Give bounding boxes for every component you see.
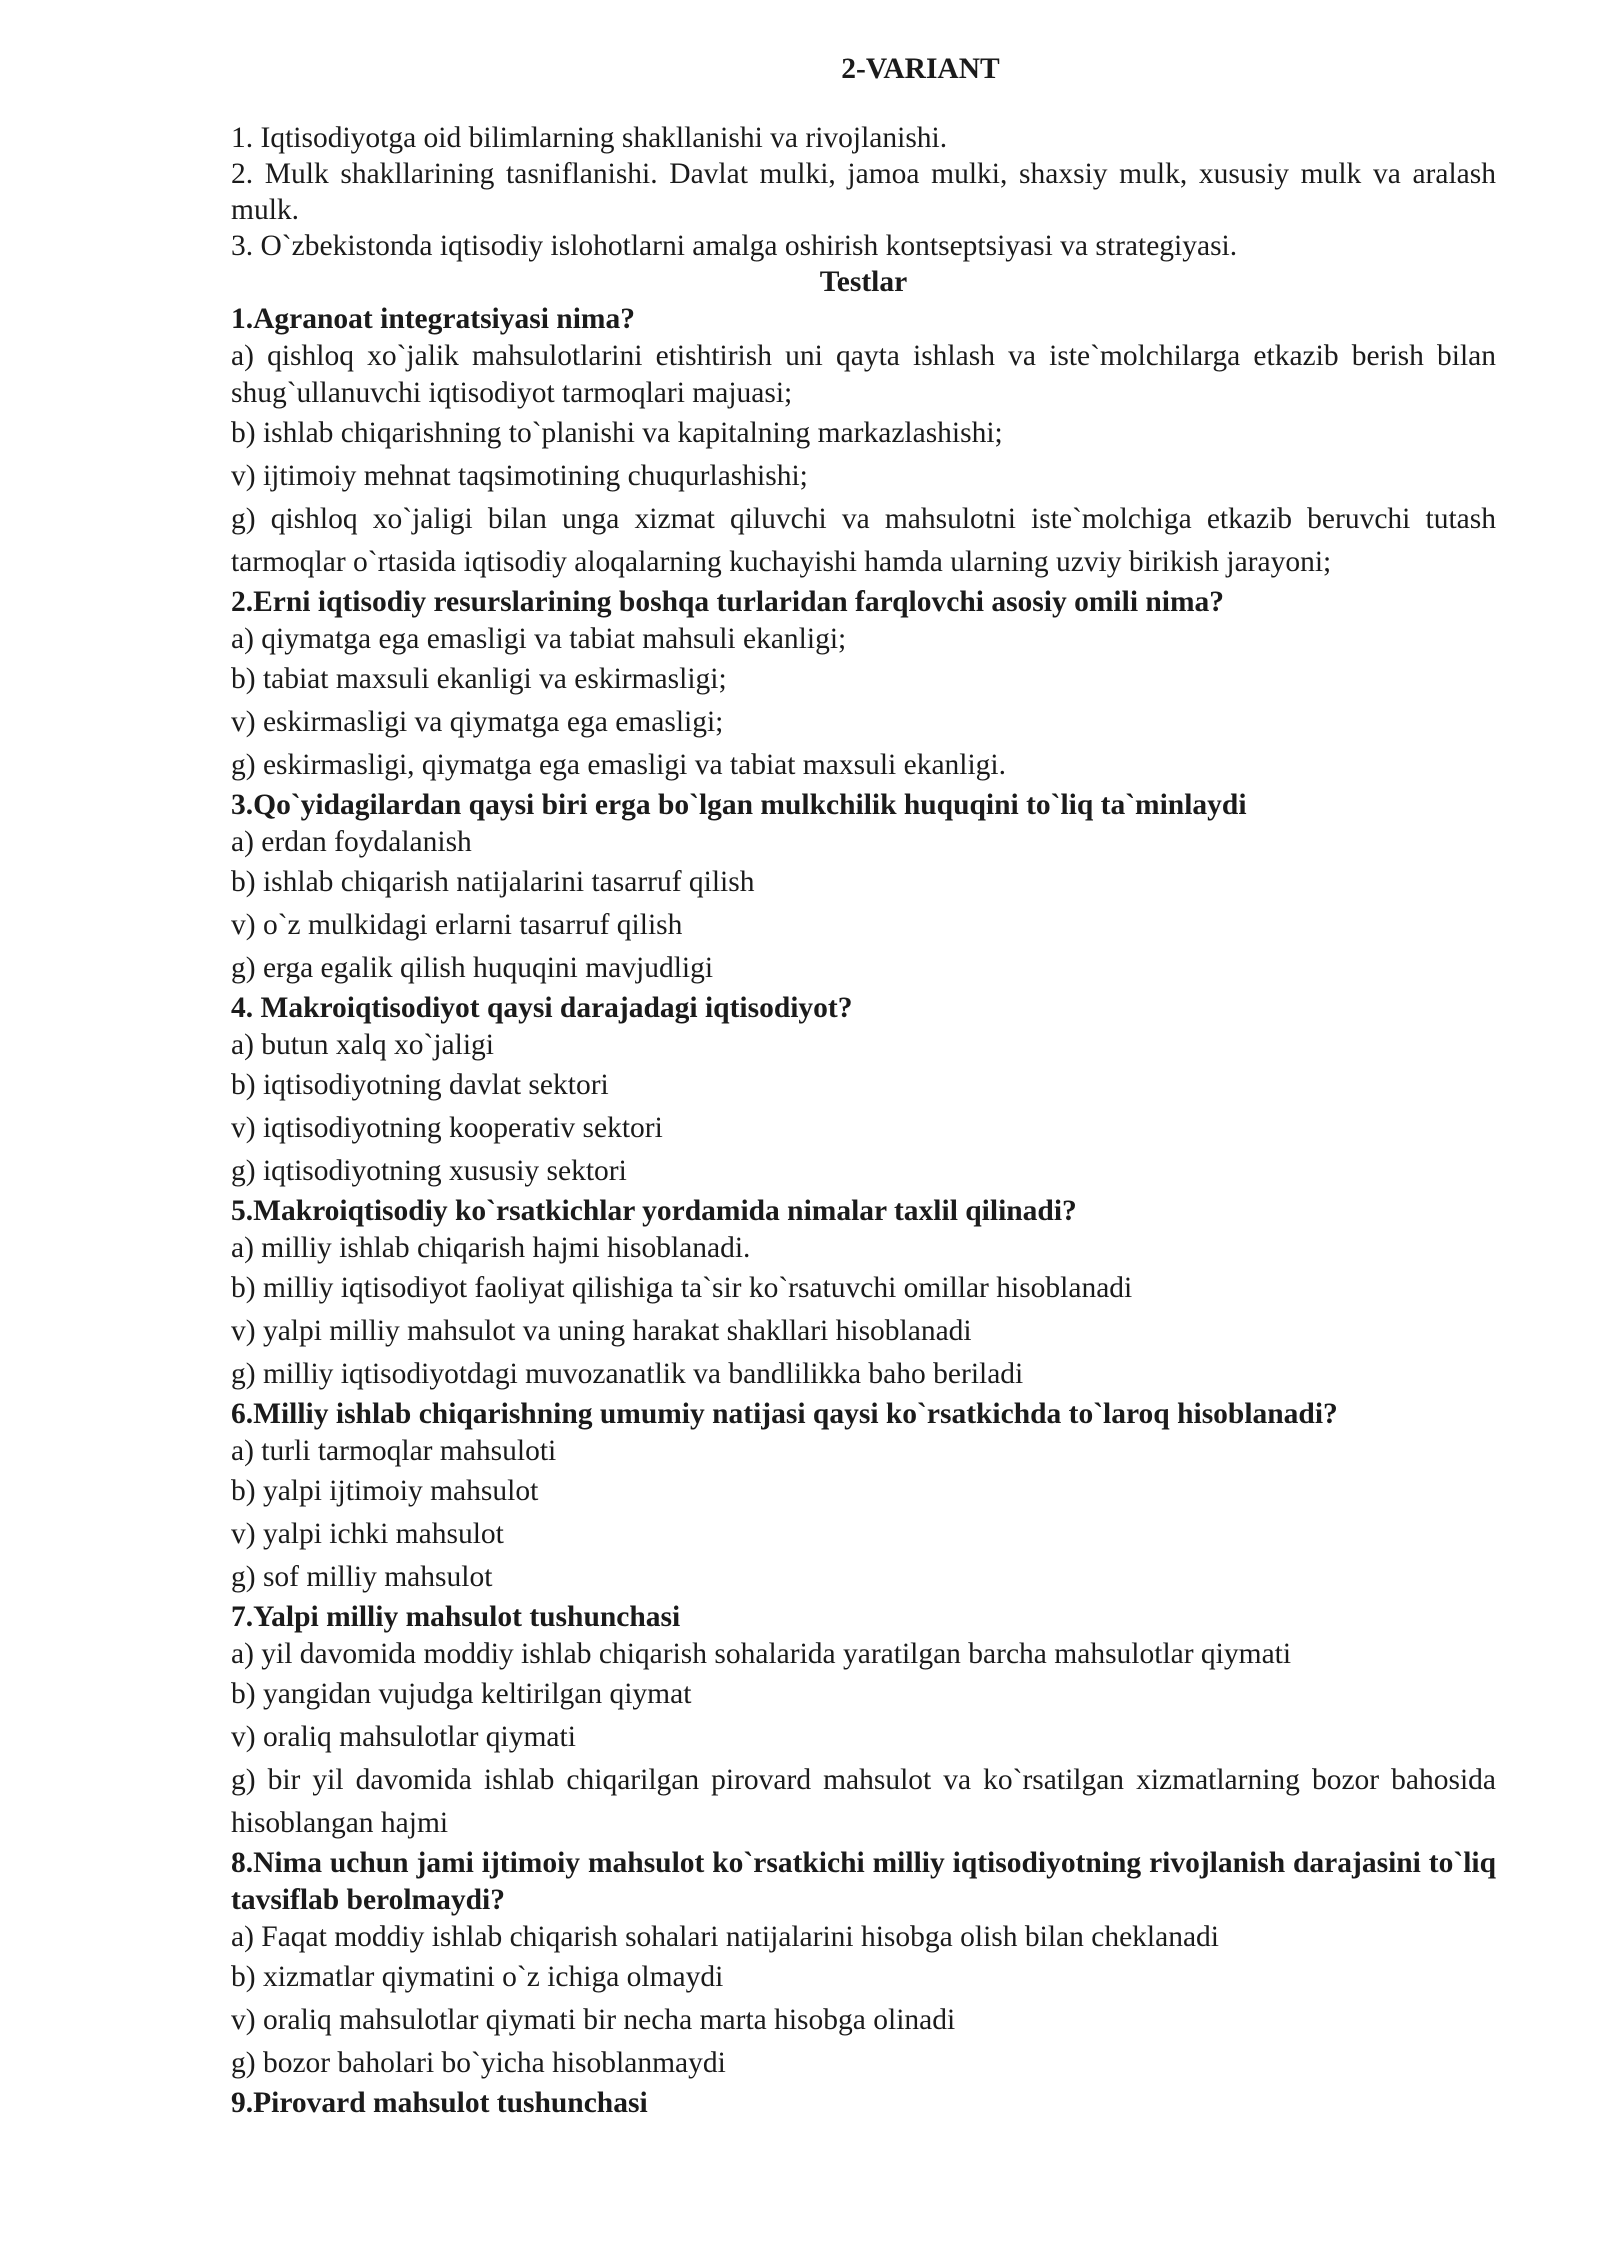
test-question-block [231, 1193, 1496, 1396]
document-page [231, 48, 1496, 2122]
answer-option: g) milliy iqtisodiyotdagi muvozanatlik va bandlilikka baho beriladi [231, 1358, 1024, 1390]
answer-option: a) turli tarmoqlar mahsuloti [231, 1435, 557, 1467]
test-question-block [231, 584, 1496, 787]
test-question-block [231, 787, 1496, 990]
answer-option: v) iqtisodiyotning kooperativ sektori [231, 1112, 663, 1144]
answer-option: a) qishloq xo`jalik mahsulotlarini etishtirish uni qayta ishlash va iste`molchilarga etkazib berish bilan shug`ullanuvchi iqtisodiyot tarmoqlari majuasi; [231, 340, 1496, 409]
test-question: 2.Erni iqtisodiy resurslarining boshqa turlaridan farqlovchi asosiy omili nima? [231, 586, 1225, 618]
answer-option: g) erga egalik qilish huquqini mavjudligi [231, 952, 714, 984]
answer-option: a) milliy ishlab chiqarish hajmi hisoblanadi. [231, 1232, 751, 1264]
answer-option: a) yil davomida moddiy ishlab chiqarish sohalarida yaratilgan barcha mahsulotlar qiymati [231, 1638, 1292, 1670]
test-question-block [231, 1396, 1496, 1599]
answer-option: a) erdan foydalanish [231, 826, 472, 858]
answer-options [231, 338, 1496, 584]
test-question: 3.Qo`yidagilardan qaysi biri erga bo`lgan mulkchilik huquqini to`liq ta`minlaydi [231, 789, 1247, 821]
answer-option: v) yalpi ichki mahsulot [231, 1518, 504, 1550]
answer-option: v) o`z mulkidagi erlarni tasarruf qilish [231, 909, 683, 941]
test-question: 8.Nima uchun jami ijtimoiy mahsulot ko`rsatkichi milliy iqtisodiyotning rivojlanish darajasini to`liq tavsiflab berolmaydi? [231, 1847, 1496, 1916]
answer-option: b) iqtisodiyotning davlat sektori [231, 1069, 609, 1101]
answer-option: g) iqtisodiyotning xususiy sektori [231, 1155, 627, 1187]
answer-options [231, 1636, 1496, 1845]
answer-option: g) qishloq xo`jaligi bilan unga xizmat qiluvchi va mahsulotni iste`molchiga etkazib beruvchi tutash tarmoqlar o`rtasida iqtisodiy aloqalarning kuchayishi hamda ularning uzviy birikish jarayoni; [231, 503, 1496, 578]
test-question: 6.Milliy ishlab chiqarishning umumiy natijasi qaysi ko`rsatkichda to`laroq hisoblanadi? [231, 1398, 1338, 1430]
answer-option: a) Faqat moddiy ishlab chiqarish sohalari natijalarini hisobga olish bilan cheklanadi [231, 1921, 1220, 1953]
answer-option: a) qiymatga ega emasligi va tabiat mahsuli ekanligi; [231, 623, 847, 655]
test-question-block [231, 2085, 1496, 2122]
theory-question: 3. O`zbekistonda iqtisodiy islohotlarni amalga oshirish kontseptsiyasi va strategiyasi. [231, 230, 1238, 262]
answer-option: b) ishlab chiqarishning to`planishi va kapitalning markazlashishi; [231, 417, 1003, 449]
test-question-block [231, 301, 1496, 584]
section-title: Testlar [819, 266, 908, 298]
answer-options [231, 1919, 1496, 2085]
answer-option: v) oraliq mahsulotlar qiymati bir necha marta hisobga olinadi [231, 2004, 956, 2036]
answer-option: v) yalpi milliy mahsulot va uning harakat shakllari hisoblanadi [231, 1315, 972, 1347]
theory-question: 1. Iqtisodiyotga oid bilimlarning shakllanishi va rivojlanishi. [231, 122, 948, 154]
theory-questions [231, 120, 1496, 264]
answer-option: v) eskirmasligi va qiymatga ega emasligi; [231, 706, 724, 738]
answer-option: b) ishlab chiqarish natijalarini tasarruf qilish [231, 866, 755, 898]
answer-options [231, 1433, 1496, 1599]
answer-options [231, 1230, 1496, 1396]
answer-option: g) bozor baholari bo`yicha hisoblanmaydi [231, 2047, 726, 2079]
test-question-block [231, 990, 1496, 1193]
test-question: 7.Yalpi milliy mahsulot tushunchasi [231, 1601, 681, 1633]
answer-option: b) xizmatlar qiymatini o`z ichiga olmaydi [231, 1961, 724, 1993]
test-question: 5.Makroiqtisodiy ko`rsatkichlar yordamida nimalar taxlil qilinadi? [231, 1195, 1077, 1227]
test-question: 4. Makroiqtisodiyot qaysi darajadagi iqtisodiyot? [231, 992, 853, 1024]
answer-option: g) eskirmasligi, qiymatga ega emasligi va tabiat maxsuli ekanligi. [231, 749, 1006, 781]
answer-option: b) tabiat maxsuli ekanligi va eskirmasligi; [231, 663, 727, 695]
answer-options [231, 824, 1496, 990]
answer-option: g) sof milliy mahsulot [231, 1561, 493, 1593]
answer-options [231, 621, 1496, 787]
answer-option: a) butun xalq xo`jaligi [231, 1029, 494, 1061]
test-question: 9.Pirovard mahsulot tushunchasi [231, 2087, 648, 2119]
answer-option: v) ijtimoiy mehnat taqsimotining chuqurlashishi; [231, 460, 808, 492]
test-question: 1.Agranoat integratsiyasi nima? [231, 303, 635, 335]
answer-option: b) milliy iqtisodiyot faoliyat qilishiga ta`sir ko`rsatuvchi omillar hisoblanadi [231, 1272, 1133, 1304]
answer-option: g) bir yil davomida ishlab chiqarilgan pirovard mahsulot va ko`rsatilgan xizmatlarning bozor bahosida hisoblangan hajmi [231, 1764, 1496, 1839]
answer-option: v) oraliq mahsulotlar qiymati [231, 1721, 576, 1753]
theory-question: 2. Mulk shakllarining tasniflanishi. Davlat mulki, jamoa mulki, shaxsiy mulk, xususiy mulk va aralash mulk. [231, 158, 1496, 226]
answer-options [231, 1027, 1496, 1193]
variant-title: 2-VARIANT [841, 53, 1000, 85]
test-question-block [231, 1845, 1496, 2085]
test-question-block [231, 1599, 1496, 1845]
answer-option: b) yangidan vujudga keltirilgan qiymat [231, 1678, 692, 1710]
answer-option: b) yalpi ijtimoiy mahsulot [231, 1475, 539, 1507]
